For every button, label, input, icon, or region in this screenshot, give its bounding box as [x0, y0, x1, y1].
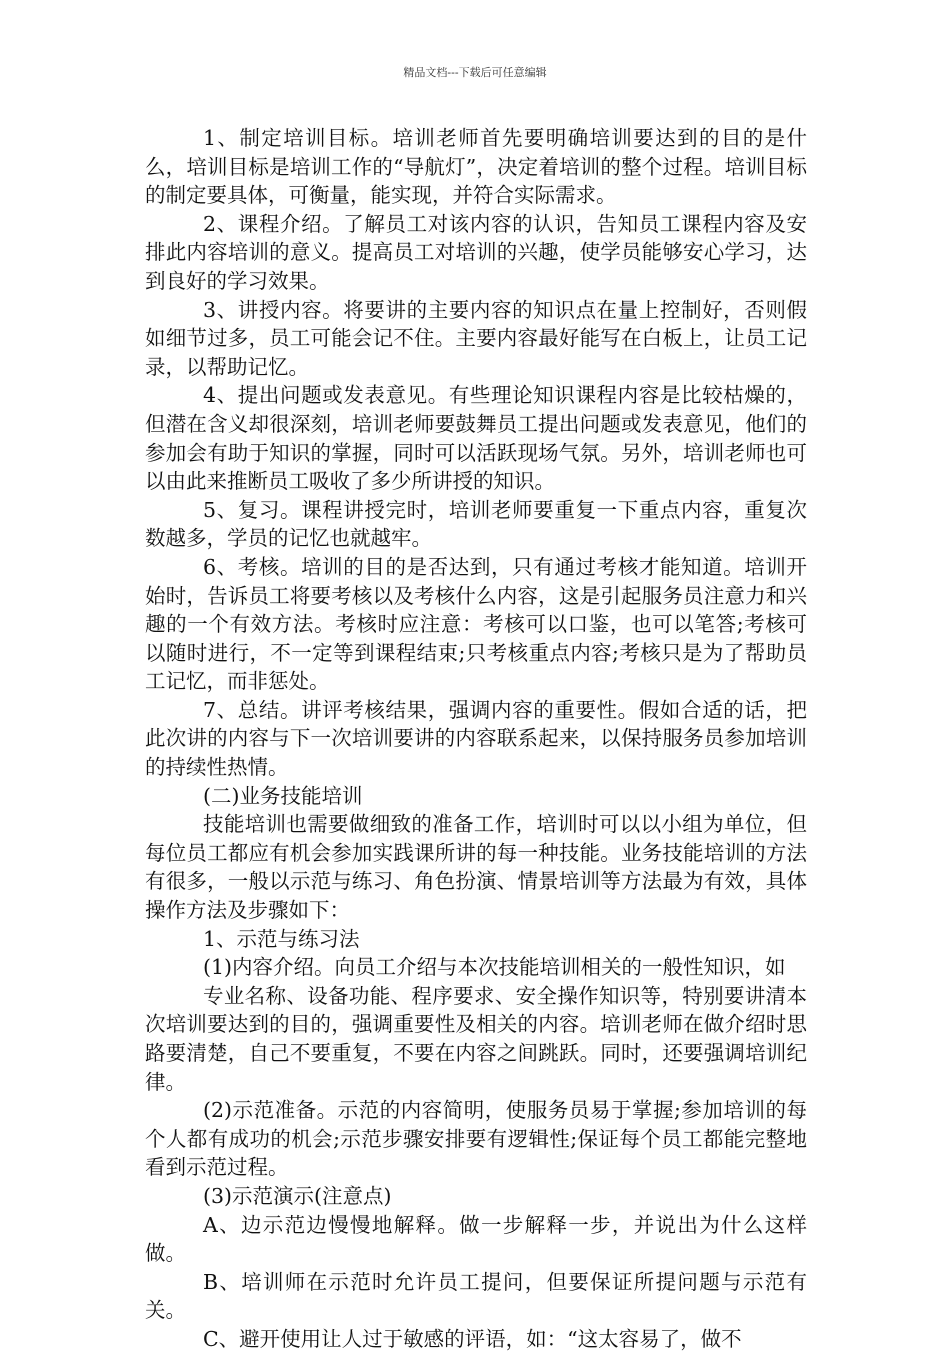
paragraph-7: 7、总结。讲评考核结果，强调内容的重要性。假如合适的话，把此次讲的内容与下一次培训要讲的内容联系起来，以保持服务员参加培训的持续性热情。 — [145, 697, 807, 780]
paragraph-4: 4、提出问题或发表意见。有些理论知识课程内容是比较枯燥的，但潜在含义却很深刻，培训老师要鼓舞员工提出问题或发表意见，他们的参加会有助于知识的掌握，同时可以活跃现场气氛。另外，培训老师也可以由此来推断员工吸收了多少所讲授的知识。 — [145, 383, 807, 494]
paragraph-3: 3、讲授内容。将要讲的主要内容的知识点在量上控制好，否则假如细节过多，员工可能会记不住。主要内容最好能写在白板上，让员工记录，以帮助记忆。 — [145, 297, 807, 379]
paragraph-2: 2、课程介绍。了解员工对该内容的认识，告知员工课程内容及安排此内容培训的意义。提高员工对培训的兴趣，使学员能够安心学习，达到良好的学习效果。 — [145, 211, 807, 293]
paragraph-1: 1、制定培训目标。培训老师首先要明确培训要达到的目的是什么，培训目标是培训工作的“导航灯”，决定着培训的整个过程。培训目标的制定要具体，可衡量，能实现，并符合实际需求。 — [145, 126, 807, 208]
section-heading: (二)业务技能培训 — [203, 783, 363, 808]
paragraph-6: 6、考核。培训的目的是否达到，只有通过考核才能知道。培训开始时，告诉员工将要考核以及考核什么内容，这是引起服务员注意力和兴趣的一个有效方法。考核时应注意：考核可以口鉴，也可以笔答;考核可以随时进行，不一定等到课程结束;只考核重点内容;考核只是为了帮助员工记忆，而非惩处。 — [145, 554, 807, 694]
page-header: 精品文档---下载后可任意编辑 — [403, 66, 547, 79]
paragraph-5: 5、复习。课程讲授完时，培训老师要重复一下重点内容，重复次数越多，学员的记忆也就越牢。 — [145, 497, 807, 551]
paragraph-13: B、培训师在示范时允许员工提问，但要保证所提问题与示范有关。 — [145, 1269, 807, 1323]
subsection-heading: 1、示范与练习法 — [203, 926, 360, 951]
paragraph-12: A、边示范边慢慢地解释。做一步解释一步，并说出为什么这样做。 — [145, 1212, 807, 1266]
paragraph-9: (1)内容介绍。向员工介绍与本次技能培训相关的一般性知识，如 — [203, 955, 786, 980]
paragraph-8: 技能培训也需要做细致的准备工作，培训时可以以小组为单位，但每位员工都应有机会参加实践课所讲的每一种技能。业务技能培训的方法有很多，一般以示范与练习、角色扮演、情景培训等方法最为有效，具体操作方法及步骤如下： — [145, 812, 807, 923]
document-body — [145, 124, 807, 1354]
paragraph-11: (2)示范准备。示范的内容简明，使服务员易于掌握;参加培训的每个人都有成功的机会;示范步骤安排要有逻辑性;保证每个员工都能完整地看到示范过程。 — [145, 1098, 807, 1180]
paragraph-10: 专业名称、设备功能、程序要求、安全操作知识等，特别要讲清本次培训要达到的目的，强调重要性及相关的内容。培训老师在做介绍时思路要清楚，自己不要重复，不要在内容之间跳跃。同时，还要强调培训纪律。 — [145, 983, 807, 1094]
step-heading: (3)示范演示(注意点) — [203, 1183, 392, 1208]
paragraph-14: C、避开使用让人过于敏感的评语，如：“这太容易了，做不 — [203, 1326, 742, 1351]
